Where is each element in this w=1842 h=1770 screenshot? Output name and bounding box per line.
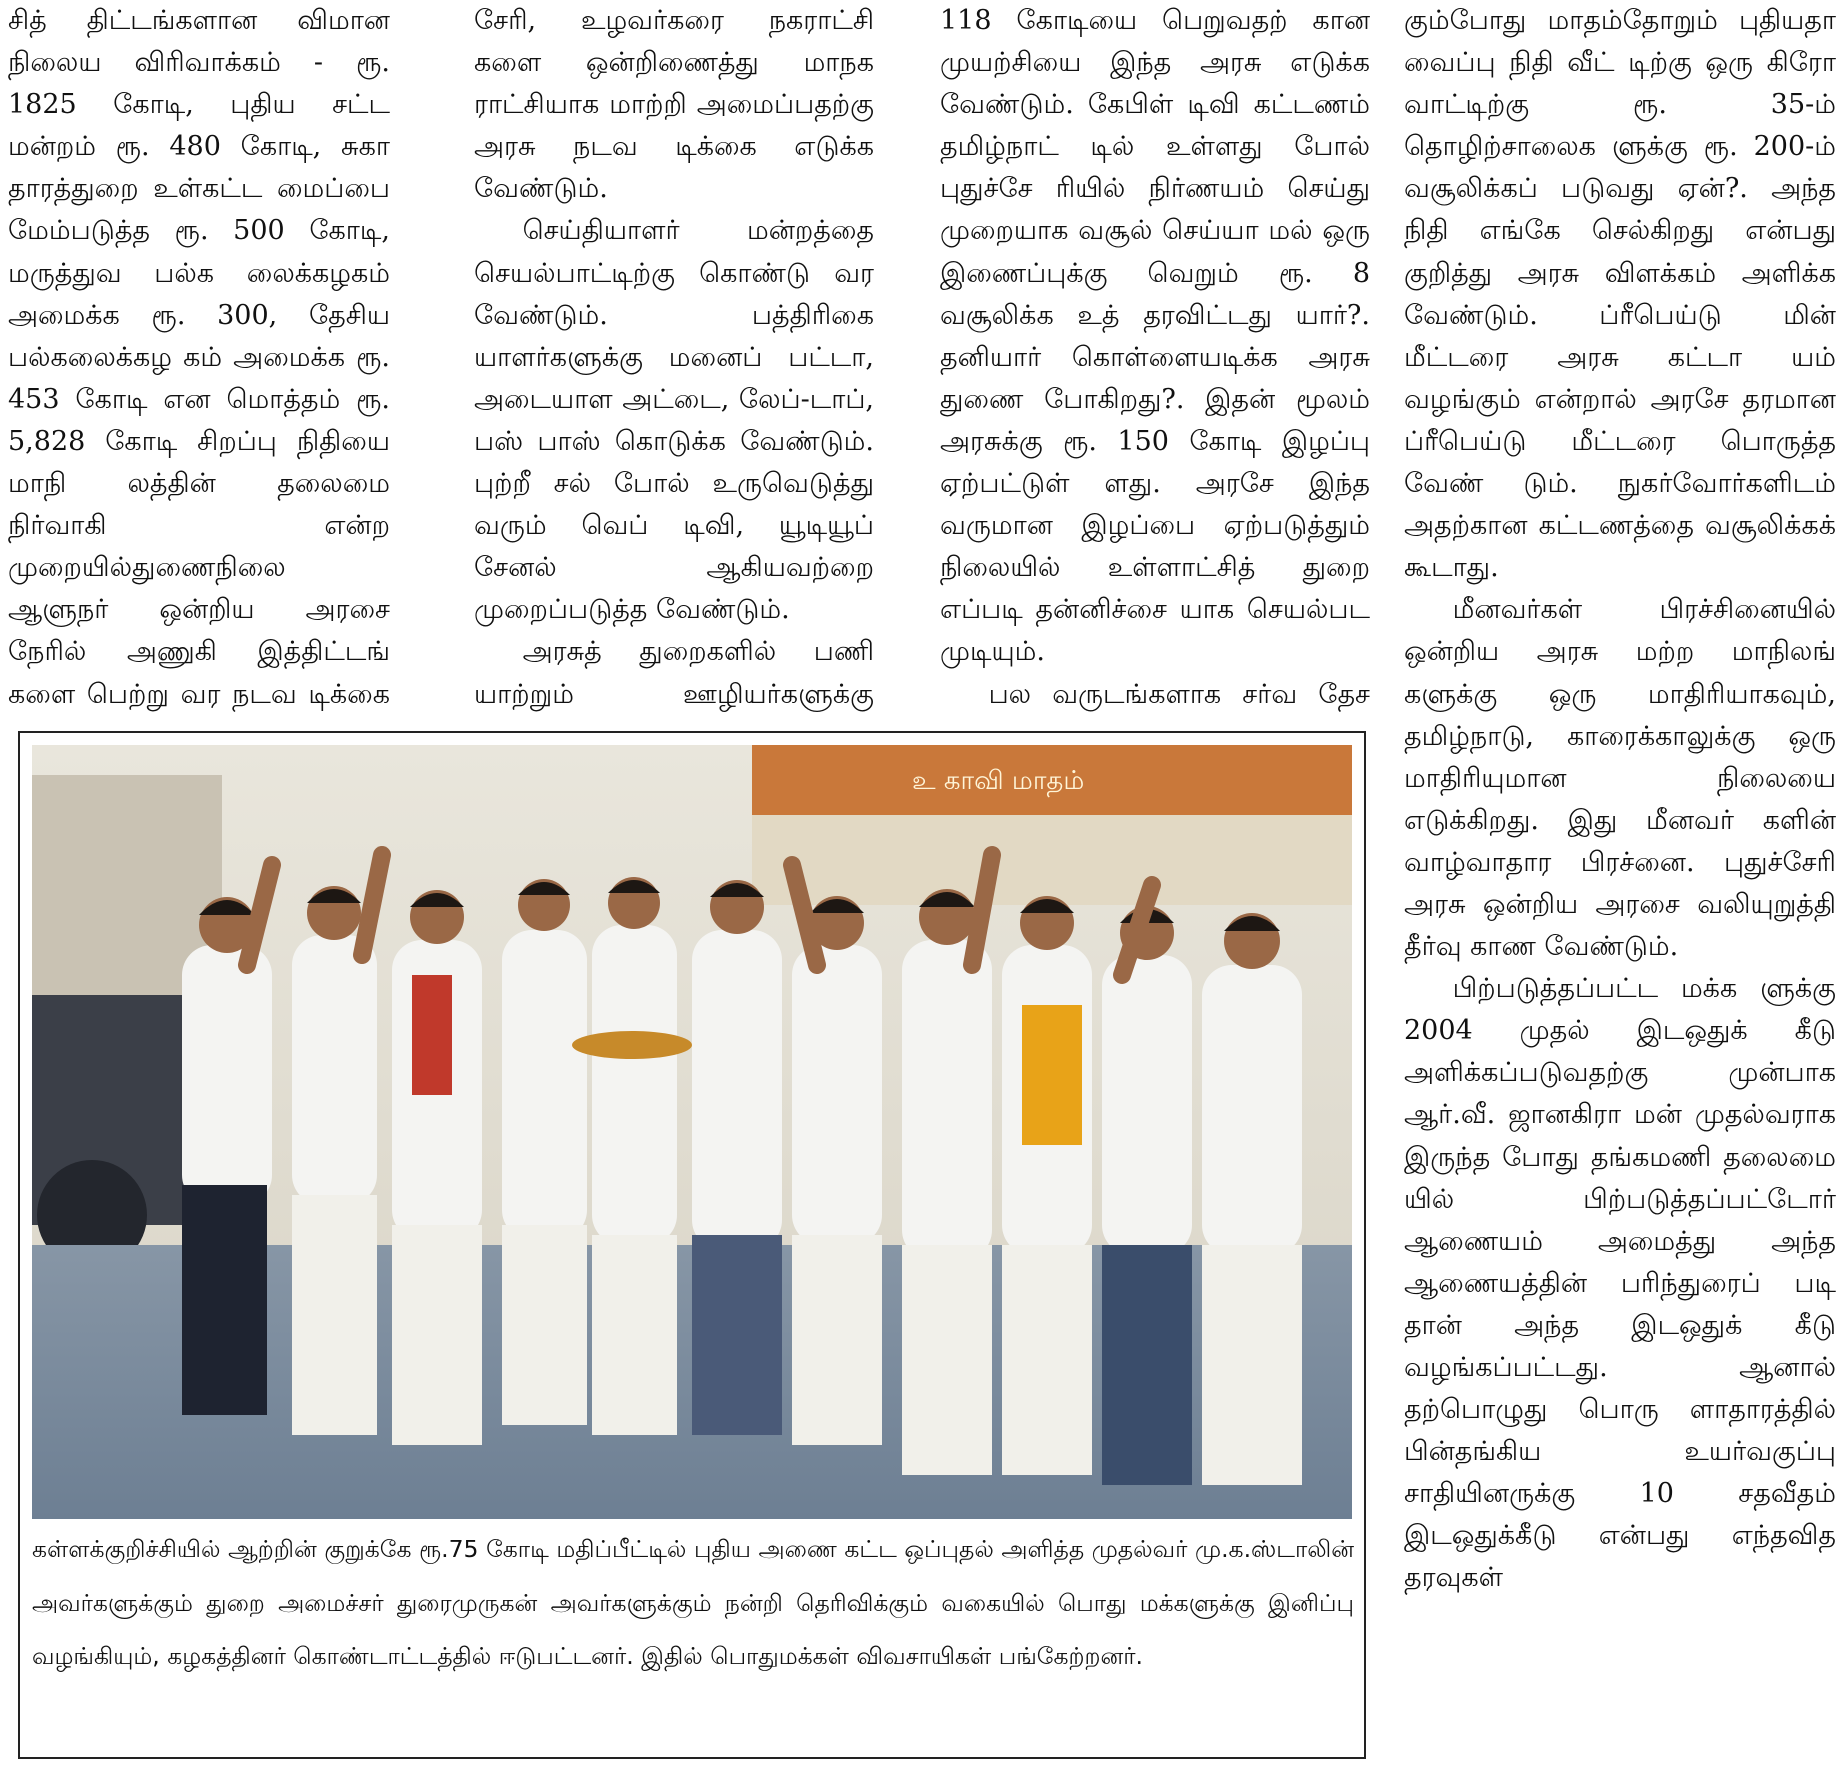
article-column-1 [8,0,390,722]
article-column-3 [940,0,1370,722]
news-photo [32,745,1352,1519]
photo-figure [18,731,1366,1759]
paragraph: கும்போது மாதம்தோறும் புதியதா வைப்பு நிதி வீட் டிற்கு ஒரு கிரோ வாட்டிற்கு ரூ. 35-ம் தொழிற்சாலைக ளுக்கு ரூ. 200-ம் வசூலிக்கப் படுவது ஏன்?. அந்த நிதி எங்கே செல்கிறது என்பது குறித்து அரசு விளக்கம் அளிக்க வேண்டும். ப்ரீபெய்டு மின் மீட்டரை அரசு கட்டா யம் வழங்கும் என்றால் அரசே தரமான ப்ரீபெய்டு மீட்டரை பொருத்த வேண் டும். நுகர்வோர்களிடம் அதற்கான கட்டணத்தை வசூலிக்கக் கூடாது. [1404,5,1836,584]
paragraph: பல வருடங்களாக சர்வ தேச [988,678,1370,710]
photo-caption: கள்ளக்குறிச்சியில் ஆற்றின் குறுக்கே ரூ.75 கோடி மதிப்பீட்டில் புதிய அணை கட்ட ஒப்புதல் அளித்த முதல்வர் மு.க.ஸ்டாலின் அவர்களுக்கும் துறை அமைச்சர் துரைமுருகன் அவர்களுக்கும் நன்றி தெரிவிக்கும் வகையில் பொது மக்களுக்கு இனிப்பு வழங்கியும், கழகத்தினர் கொண்டாட்டத்தில் ஈடுபட்டனர். இதில் பொதுமக்கள் விவசாயிகள் பங்கேற்றனர். [32,1535,1354,1670]
paragraph: சித் திட்டங்களான விமான நிலைய விரிவாக்கம் - ரூ. 1825 கோடி, புதிய சட்ட மன்றம் ரூ. 480 கோடி, சுகா தாரத்துறை உள்கட்ட மைப்பை மேம்படுத்த ரூ. 500 கோடி, மருத்துவ பல்க லைக்கழகம் அமைக்க ரூ. 300, தேசிய பல்கலைக்கழ கம் அமைக்க ரூ. 453 கோடி என மொத்தம் ரூ. 5,828 கோடி சிறப்பு நிதியை மாநி லத்தின் தலைமை நிர்வாகி என்ற முறையில்துணைநிலை ஆளுநர் ஒன்றிய அரசை நேரில் அணுகி இத்திட்டங் களை பெற்று வர நடவ டிக்கை [8,5,390,710]
crowd [182,855,1302,1485]
shop-sign: உ காவி மாதம் [912,766,1085,796]
paragraph: பிற்படுத்தப்பட்ட மக்க ளுக்கு 2004 முதல் இடஒதுக் கீடு அளிக்கப்படுவதற்கு முன்பாக ஆர்.வீ. ஜானகிரா மன் முதல்வராக இருந்த போது தங்கமணி தலைமை யில் பிற்படுத்தப்பட்டோர் ஆணையம் அமைத்து அந்த ஆணையத்தின் பரிந்துரைப் படி தான் அந்த இடஒதுக் கீடு வழங்கப்பட்டது. ஆனால் தற்பொழுது பொரு ளாதாரத்தில் பின்தங்கிய உயர்வகுப்பு சாதியினருக்கு 10 சதவீதம் இடஒதுக்கீடு என்பது எந்தவித தரவுகள் [1404,973,1836,1594]
article-column-4 [1404,0,1836,1770]
paragraph: 118 கோடியை பெறுவதற் கான முயற்சியை இந்த அரசு எடுக்க வேண்டும். கேபிள் டிவி கட்டணம் தமிழ்நாட் டில் உள்ளது போல் புதுச்சே ரியில் நிர்ணயம் செய்து முறையாக வசூல் செய்யா மல் ஒரு இணைப்புக்கு வெறும் ரூ. 8 வசூலிக்க உத் தரவிட்டது யார்?. தனியார் கொள்ளையடிக்க அரசு துணை போகிறது?. இதன் மூலம் அரசுக்கு ரூ. 150 கோடி இழப்பு ஏற்பட்டுள் ளது. அரசே இந்த வருமான இழப்பை ஏற்படுத்தும் நிலையில் உள்ளாட்சித் துறை எப்படி தன்னிச்சை யாக செயல்பட முடியும். [940,5,1370,668]
paragraph: அரசுத் துறைகளில் பணி யாற்றும் ஊழியர்களுக்கு [474,636,874,710]
paragraph: மீனவர்கள் பிரச்சினையில் ஒன்றிய அரசு மற்ற மாநிலங் களுக்கு ஒரு மாதிரியாகவும், தமிழ்நாடு, காரைக்காலுக்கு ஒரு மாதிரியுமான நிலையை எடுக்கிறது. இது மீனவர் களின் வாழ்வாதார பிரச்னை. புதுச்சேரி அரசு ஒன்றிய அரசை வலியுறுத்தி தீர்வு காண வேண்டும். [1404,594,1836,963]
paragraph: சேரி, உழவர்கரை நகராட்சி களை ஒன்றிணைத்து மாநக ராட்சியாக மாற்றி அமைப்பதற்கு அரசு நடவ டிக்கை எடுக்க வேண்டும். [474,5,874,205]
sweets-tray [572,1031,692,1059]
article-column-2 [474,0,874,722]
paragraph: செய்தியாளர் மன்றத்தை செயல்பாட்டிற்கு கொண்டு வர வேண்டும். பத்திரிகை யாளர்களுக்கு மனைப் பட்டா, அடையாள அட்டை, லேப்-டாப், பஸ் பாஸ் கொடுக்க வேண்டும். புற்றீ சல் போல் உருவெடுத்து வரும் வெப் டிவி, யூடியூப் சேனல் ஆகியவற்றை முறைப்படுத்த வேண்டும். [474,215,874,626]
crowd-photo-illustration [32,745,1352,1519]
